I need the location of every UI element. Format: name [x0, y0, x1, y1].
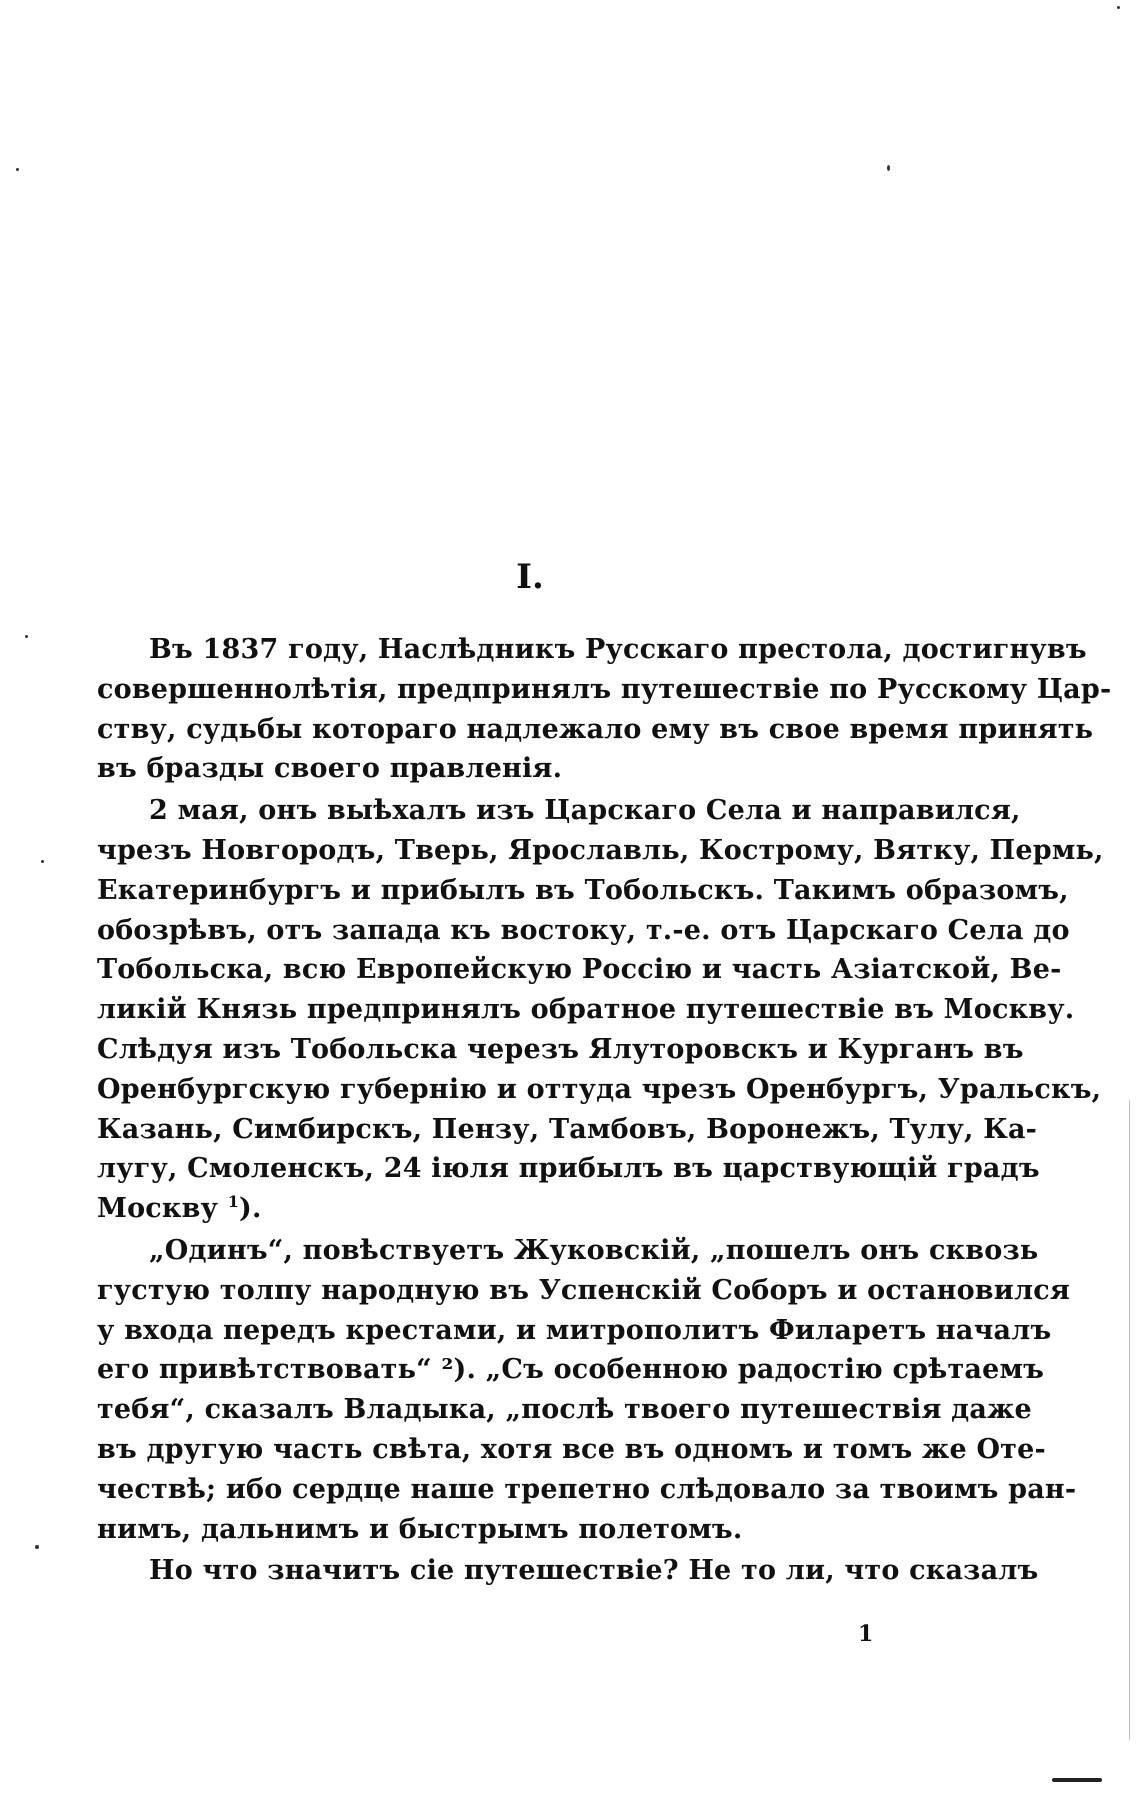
- text-line: Тобольска, всю Европейскую Россію и часть Азіатской, Ве-: [97, 954, 1062, 986]
- paragraph: [97, 630, 1112, 789]
- text-line: Въ 1837 году, Наслѣдникъ Русскаго престола, достигнувъ: [149, 634, 1087, 665]
- text-line: въ бразды своего правленія.: [97, 753, 563, 785]
- text-line: нимъ, дальнимъ и быстрымъ полетомъ.: [97, 1513, 743, 1545]
- scan-speck: [16, 168, 19, 171]
- text-line: густую толпу народную въ Успенскій Соборъ и остановился: [97, 1274, 1070, 1306]
- body-text: [97, 630, 1112, 1591]
- text-line: ству, судьбы котораго надлежало ему въ свое время принять: [97, 713, 1094, 745]
- scan-speck: [25, 635, 28, 638]
- text-line: [97, 1189, 945, 1229]
- text-line: Казань, Симбирскъ, Пензу, Тамбовъ, Воронежъ, Тулу, Ка-: [97, 1113, 1038, 1145]
- text-line: обозрѣвъ, отъ запада къ востоку, т.-е. отъ Царскаго Села до: [97, 914, 1070, 946]
- text-line: ликій Князь предпринялъ обратное путешествіе въ Москву.: [97, 994, 1075, 1026]
- scan-speck: [1117, 6, 1120, 9]
- scan-edge-line: [1129, 1100, 1130, 1740]
- text-line: Екатеринбургъ и прибылъ въ Тобольскъ. Такимъ образомъ,: [97, 874, 1069, 906]
- scan-speck: [887, 165, 890, 171]
- paragraph: [97, 1551, 1039, 1591]
- text-line: совершеннолѣтія, предпринялъ путешествіе по Русскому Цар-: [97, 673, 1112, 705]
- footnote-ref: 1: [227, 1192, 240, 1212]
- text-line: Оренбургскую губернію и оттуда чрезъ Оренбургъ, Уральскъ,: [97, 1073, 1102, 1105]
- text-line: „Одинъ“, повѣствуетъ Жуковскій, „пошелъ онъ сквозь: [149, 1234, 1039, 1266]
- text-line: у входа передъ крестами, и митрополитъ Филаретъ началъ: [97, 1314, 1052, 1346]
- text-line: Но что значитъ сіе путешествіе? Не то ли, что сказалъ: [149, 1555, 1039, 1587]
- text-line: тебя“, сказалъ Владыка, „послѣ твоего путешествія даже: [97, 1394, 1032, 1426]
- scan-edge-mark: [1052, 1778, 1102, 1782]
- page-number: 1: [858, 1621, 874, 1647]
- scan-speck: [41, 860, 44, 863]
- text-line: лугу, Смоленскъ, 24 іюля прибылъ въ царствующій градъ: [97, 1153, 1040, 1185]
- text-line: его привѣтствовать“ ²). „Съ особенною радостію срѣтаемъ: [97, 1354, 1045, 1386]
- text-line-suffix: ).: [239, 1193, 262, 1225]
- paragraph: [97, 791, 1104, 1229]
- scan-speck: [35, 1545, 39, 1549]
- text-line: чествѣ; ибо сердце наше трепетно слѣдовало за твоимъ ран-: [97, 1473, 1077, 1505]
- text-line: въ другую часть свѣта, хотя все въ одномъ и томъ же Оте-: [97, 1433, 1046, 1465]
- text-line: Слѣдуя изъ Тобольска черезъ Ялуторовскъ и Курганъ въ: [97, 1033, 1024, 1065]
- chapter-heading: I.: [516, 557, 544, 597]
- text-line-word: Москву: [97, 1193, 219, 1225]
- text-line: чрезъ Новгородъ, Тверь, Ярославль, Кострому, Вятку, Пермь,: [97, 834, 1104, 866]
- text-line: 2 мая, онъ выѣхалъ изъ Царскаго Села и направился,: [149, 795, 1021, 827]
- paragraph: [97, 1231, 1077, 1549]
